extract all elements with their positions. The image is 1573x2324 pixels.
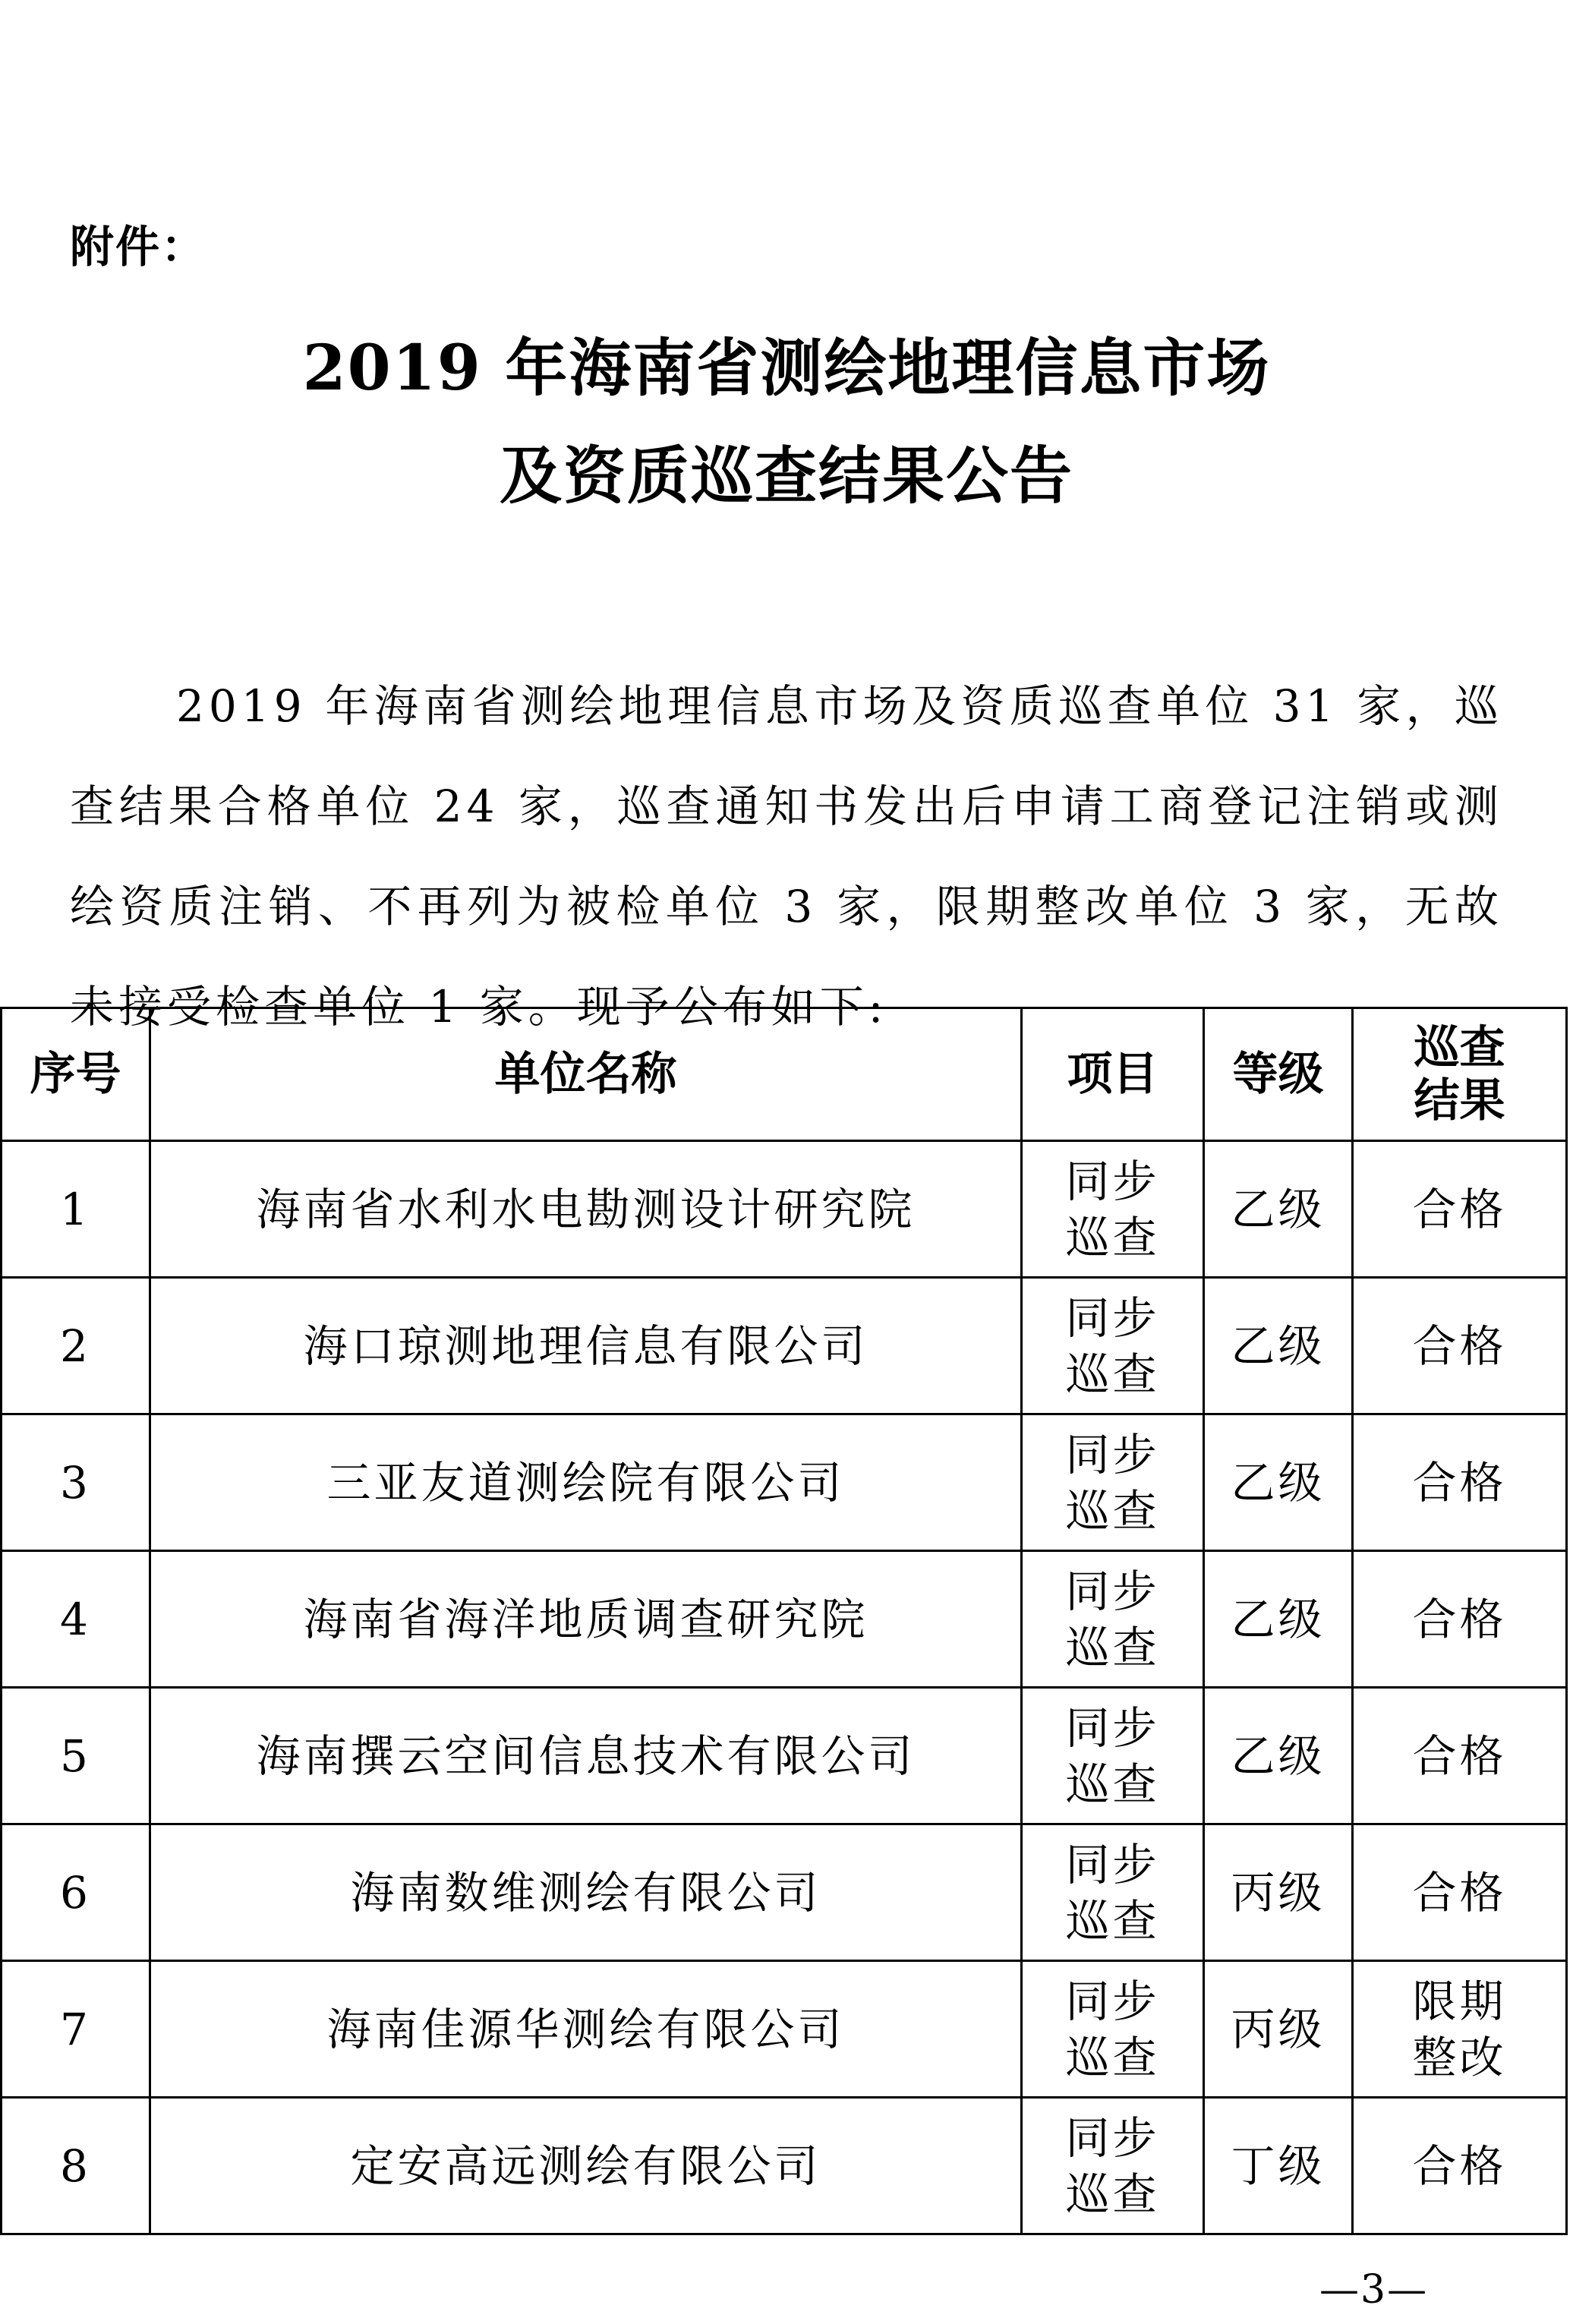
cell-result-text: 限期整改 [1412, 1975, 1507, 2083]
cell-result-text: 合格 [1412, 2140, 1507, 2192]
cell-seq: 6 [2, 1824, 150, 1961]
cell-name: 海口琼测地理信息有限公司 [150, 1278, 1022, 1414]
cell-name: 海南省海洋地质调查研究院 [150, 1551, 1022, 1688]
header-result-text: 巡查结果 [1414, 1021, 1505, 1127]
cell-project [1022, 2098, 1204, 2234]
cell-project-text: 同步巡查 [1065, 1428, 1160, 1537]
cell-result [1353, 1414, 1567, 1551]
cell-result-text: 合格 [1412, 1456, 1507, 1509]
document-title-line-1: 2019 年海南省测绘地理信息市场 [302, 332, 1271, 405]
table-row [2, 1141, 1567, 1278]
cell-project [1022, 1824, 1204, 1961]
cell-result [1353, 1688, 1567, 1824]
cell-result [1353, 1141, 1567, 1278]
header-grade: 等级 [1204, 1008, 1353, 1141]
cell-project-text: 同步巡查 [1065, 1155, 1160, 1263]
page-number: —3— [1319, 2267, 1429, 2313]
header-project: 项目 [1022, 1008, 1204, 1141]
attachment-label: 附件： [70, 221, 207, 273]
cell-name: 海南佳源华测绘有限公司 [150, 1961, 1022, 2098]
table-row [2, 1551, 1567, 1688]
cell-result [1353, 1961, 1567, 2098]
cell-grade: 乙级 [1204, 1414, 1353, 1551]
cell-seq: 8 [2, 2098, 150, 2234]
cell-seq: 5 [2, 1688, 150, 1824]
table-row [2, 1961, 1567, 2098]
cell-project [1022, 1551, 1204, 1688]
table-row [2, 1278, 1567, 1414]
cell-grade: 乙级 [1204, 1688, 1353, 1824]
cell-seq: 1 [2, 1141, 150, 1278]
cell-project-text: 同步巡查 [1065, 2111, 1160, 2220]
cell-result [1353, 1824, 1567, 1961]
cell-grade: 乙级 [1204, 1278, 1353, 1414]
cell-seq: 4 [2, 1551, 150, 1688]
cell-name: 三亚友道测绘院有限公司 [150, 1414, 1022, 1551]
cell-result-text: 合格 [1412, 1730, 1507, 1782]
header-result [1353, 1008, 1567, 1141]
header-seq: 序号 [2, 1008, 150, 1141]
cell-result-text: 合格 [1412, 1183, 1507, 1235]
cell-project-text: 同步巡查 [1065, 1701, 1160, 1810]
cell-project [1022, 1414, 1204, 1551]
cell-grade: 丁级 [1204, 2098, 1353, 2234]
inspection-results-table [0, 1007, 1568, 2235]
cell-project-text: 同步巡查 [1065, 1975, 1160, 2083]
cell-grade: 丙级 [1204, 1961, 1353, 2098]
cell-seq: 2 [2, 1278, 150, 1414]
intro-paragraph: 2019 年海南省测绘地理信息市场及资质巡查单位 31 家，巡查结果合格单位 24 家，巡查通知书发出后申请工商登记注销或测绘资质注销、不再列为被检单位 3 家，限期整改单位 3 家，无故未接受检查单位 1 家。现予公布如下: [70, 680, 1503, 1033]
document-title-line-2: 及资质巡查结果公告 [499, 440, 1073, 512]
table-row [2, 1824, 1567, 1961]
cell-result [1353, 1278, 1567, 1414]
cell-grade: 乙级 [1204, 1141, 1353, 1278]
table-row [2, 1414, 1567, 1551]
cell-project-text: 同步巡查 [1065, 1565, 1160, 1673]
cell-project-text: 同步巡查 [1065, 1291, 1160, 1400]
cell-grade: 乙级 [1204, 1551, 1353, 1688]
cell-name: 定安高远测绘有限公司 [150, 2098, 1022, 2234]
cell-project [1022, 1141, 1204, 1278]
cell-seq: 7 [2, 1961, 150, 2098]
cell-result-text: 合格 [1412, 1866, 1507, 1919]
cell-name: 海南撰云空间信息技术有限公司 [150, 1688, 1022, 1824]
cell-name: 海南数维测绘有限公司 [150, 1824, 1022, 1961]
cell-result [1353, 1551, 1567, 1688]
cell-result-text: 合格 [1412, 1320, 1507, 1372]
cell-project [1022, 1278, 1204, 1414]
cell-project-text: 同步巡查 [1065, 1838, 1160, 1947]
cell-result [1353, 2098, 1567, 2234]
cell-seq: 3 [2, 1414, 150, 1551]
cell-project [1022, 1961, 1204, 2098]
cell-result-text: 合格 [1412, 1593, 1507, 1645]
cell-grade: 丙级 [1204, 1824, 1353, 1961]
table-row [2, 2098, 1567, 2234]
cell-project [1022, 1688, 1204, 1824]
cell-name: 海南省水利水电勘测设计研究院 [150, 1141, 1022, 1278]
table-row [2, 1688, 1567, 1824]
header-name: 单位名称 [150, 1008, 1022, 1141]
table-header-row [2, 1008, 1567, 1141]
